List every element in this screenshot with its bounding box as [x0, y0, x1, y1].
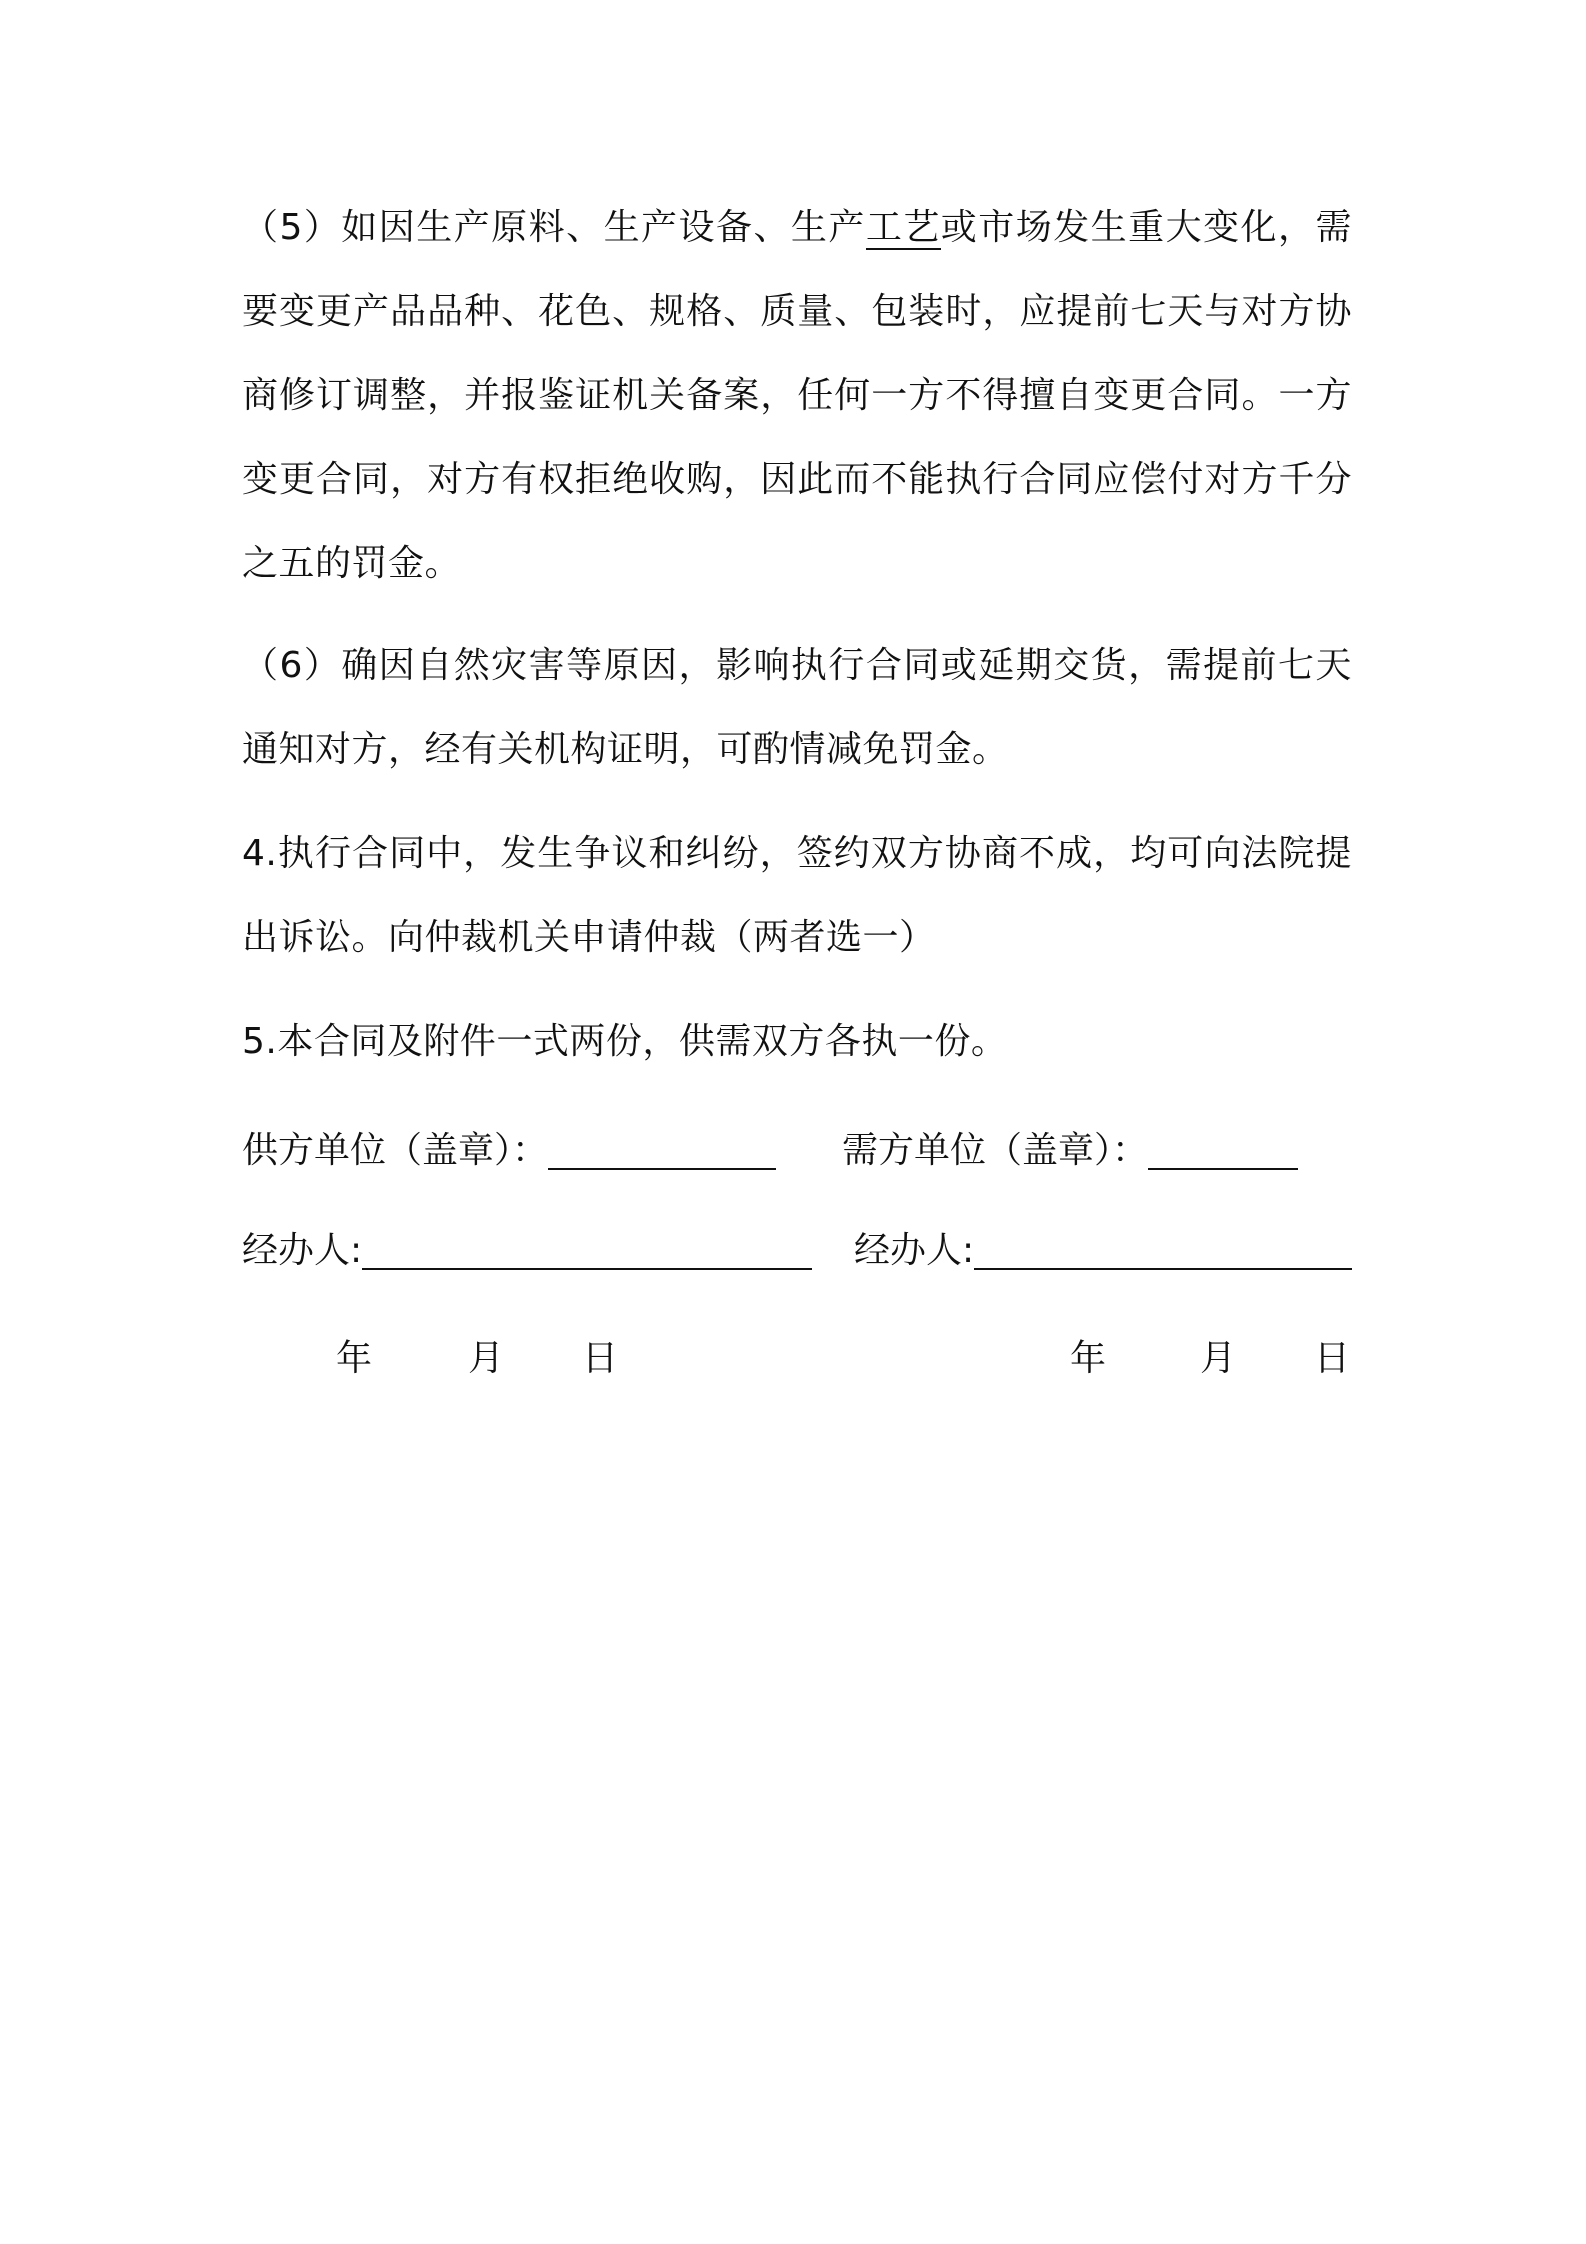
clause-5-underlined-text: 工艺 [865, 207, 941, 248]
buyer-date-day: 日 [1314, 1338, 1351, 1379]
buyer-date-month: 月 [1200, 1338, 1237, 1379]
clause-5-suffix: 或市场发生重大变化，需要变更产品品种、花色、规格、质量、包装时，应提前七天与对方协商修订调整，并报鉴证机关备案，任何一方不得擅自变更合同。一方变更合同，对方有权拒绝收购，因此而不能执行合同应偿付对方千分之五的罚金。 [242, 207, 1352, 584]
supplier-seal-blank [548, 1128, 776, 1170]
clause-5 [242, 186, 1352, 606]
buyer-handler-blank [974, 1228, 1352, 1270]
supplier-seal-label: 供方单位（盖章）： [242, 1130, 549, 1171]
supplier-handler-label: 经办人: [242, 1230, 363, 1271]
supplier-handler-blank [362, 1228, 812, 1270]
item-5: 5.本合同及附件一式两份，供需双方各执一份。 [242, 1021, 1008, 1062]
supplier-seal-field [242, 1122, 776, 1173]
supplier-date-year: 年 [336, 1338, 373, 1379]
buyer-handler-label: 经办人: [854, 1230, 975, 1271]
buyer-date-year: 年 [1070, 1338, 1107, 1379]
supplier-date-month: 月 [468, 1338, 505, 1379]
buyer-seal-blank [1148, 1128, 1298, 1170]
handler-row [242, 1222, 1352, 1282]
date-row [242, 1330, 1352, 1390]
buyer-handler-field [854, 1222, 1352, 1273]
supplier-date-day: 日 [582, 1338, 619, 1379]
clause-6: （6）确因自然灾害等原因，影响执行合同或延期交货，需提前七天通知对方，经有关机构证明，可酌情减免罚金。 [242, 645, 1352, 770]
supplier-handler-field [242, 1222, 812, 1273]
buyer-seal-label: 需方单位（盖章）： [842, 1130, 1149, 1171]
seal-row [242, 1122, 1352, 1182]
buyer-seal-field [842, 1122, 1298, 1173]
item-4: 4.执行合同中，发生争议和纠纷，签约双方协商不成，均可向法院提出诉讼。向仲裁机关申请仲裁（两者选一） [242, 833, 1352, 958]
clause-5-prefix: （5）如因生产原料、生产设备、生产 [242, 207, 866, 248]
